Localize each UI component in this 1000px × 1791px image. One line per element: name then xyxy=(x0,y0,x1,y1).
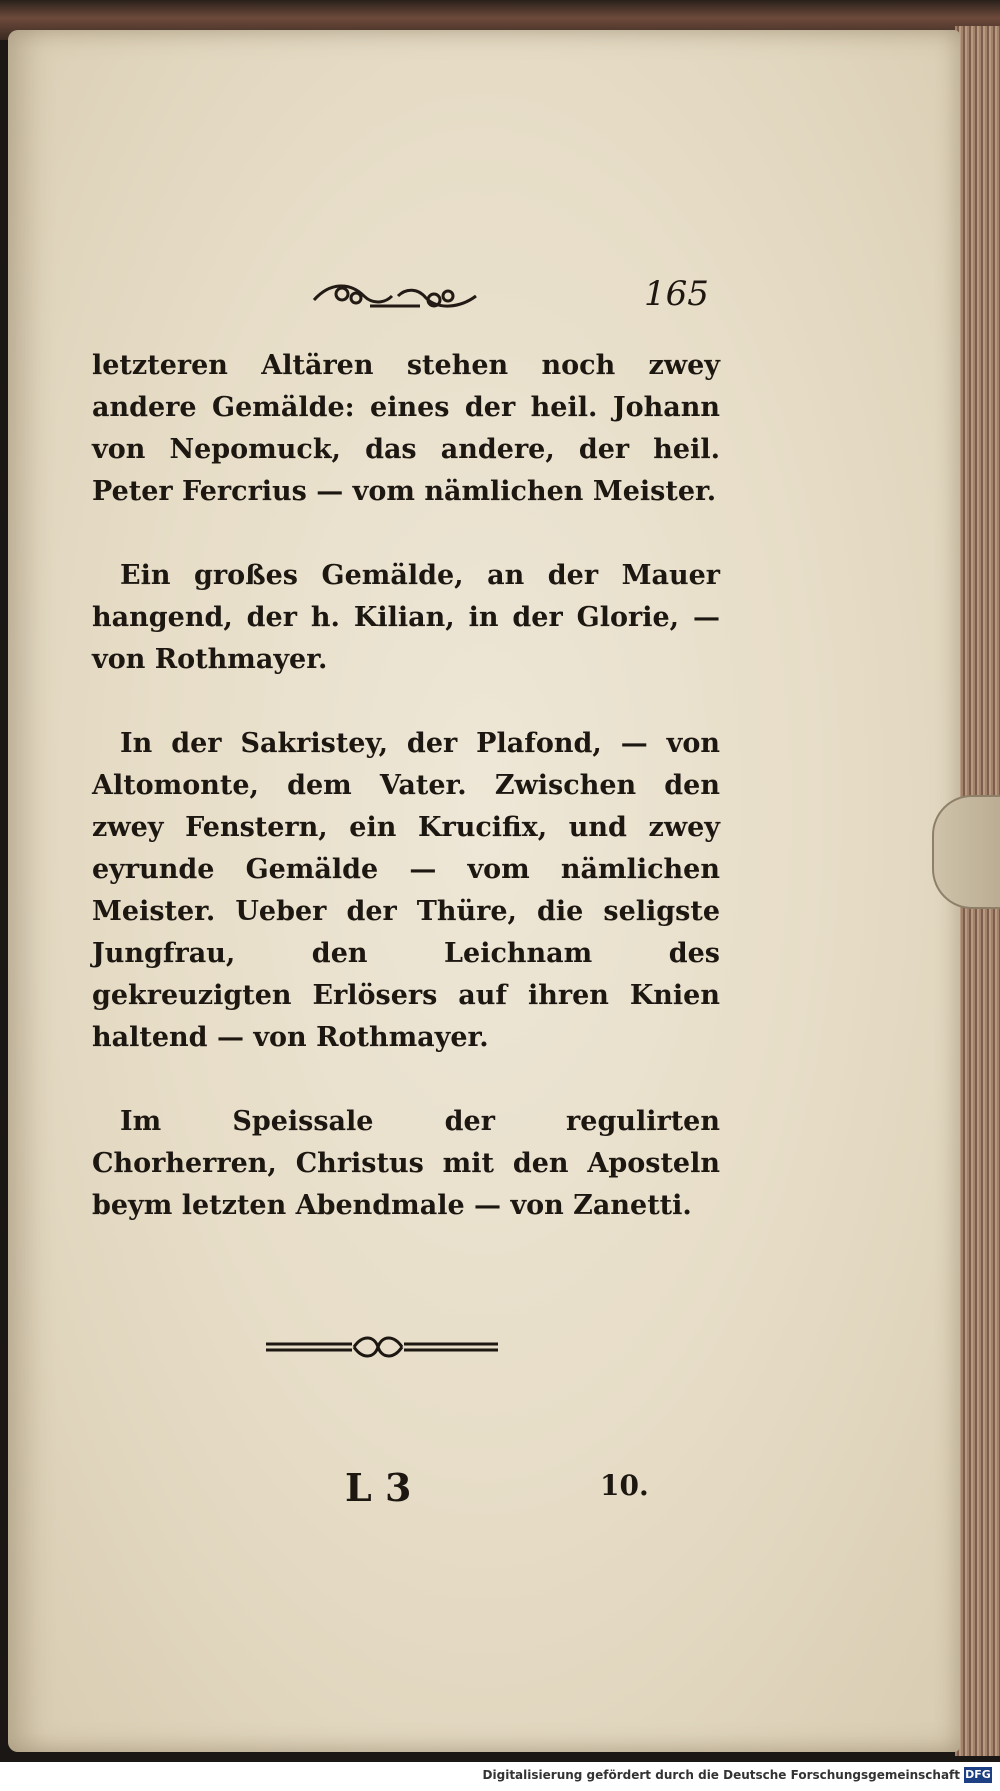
rule-flourish-icon xyxy=(262,1330,502,1366)
signature-mark: L 3 xyxy=(345,1465,412,1510)
page-footer xyxy=(330,1465,670,1515)
body-text xyxy=(92,345,720,1269)
floral-vignette-icon xyxy=(310,276,480,316)
catchword: 10. xyxy=(600,1469,649,1502)
page-number: 165 xyxy=(644,274,709,314)
paragraph-sakristey: In der Sakristey, der Plafond, — von Altomonte, dem Vater. Zwischen den zwey Fenstern, ein Krucifix, und zwey eyrunde Gemälde — vom nämlichen Meister. Ueber der Thüre, die seligste Jungfrau, den Leichnam des gekreuzigten Erlösers auf ihren Knien haltend — von Rothmayer. xyxy=(92,728,720,1053)
credit-bar xyxy=(0,1762,1000,1791)
page-header xyxy=(300,270,720,320)
paragraph-kilian: Ein großes Gemälde, an der Mauer hangend, der h. Kilian, in der Glorie, — von Rothmayer. xyxy=(92,560,720,675)
paragraph-altars: letzteren Altären stehen noch zwey andere Gemälde: eines der heil. Johann von Nepomuck, das andere, der heil. Peter Fercrius — vom nämlichen Meister. xyxy=(92,350,720,507)
paragraph-speissale: Im Speissale der regulirten Chorherren, Christus mit den Aposteln beym letzten Abendmale — von Zanetti. xyxy=(92,1106,720,1221)
digitization-credit: Digitalisierung gefördert durch die Deutsche Forschungsgemeinschaft xyxy=(482,1768,960,1782)
dfg-logo-icon: DFG xyxy=(965,1768,991,1781)
bookmark-tab xyxy=(932,795,1000,909)
